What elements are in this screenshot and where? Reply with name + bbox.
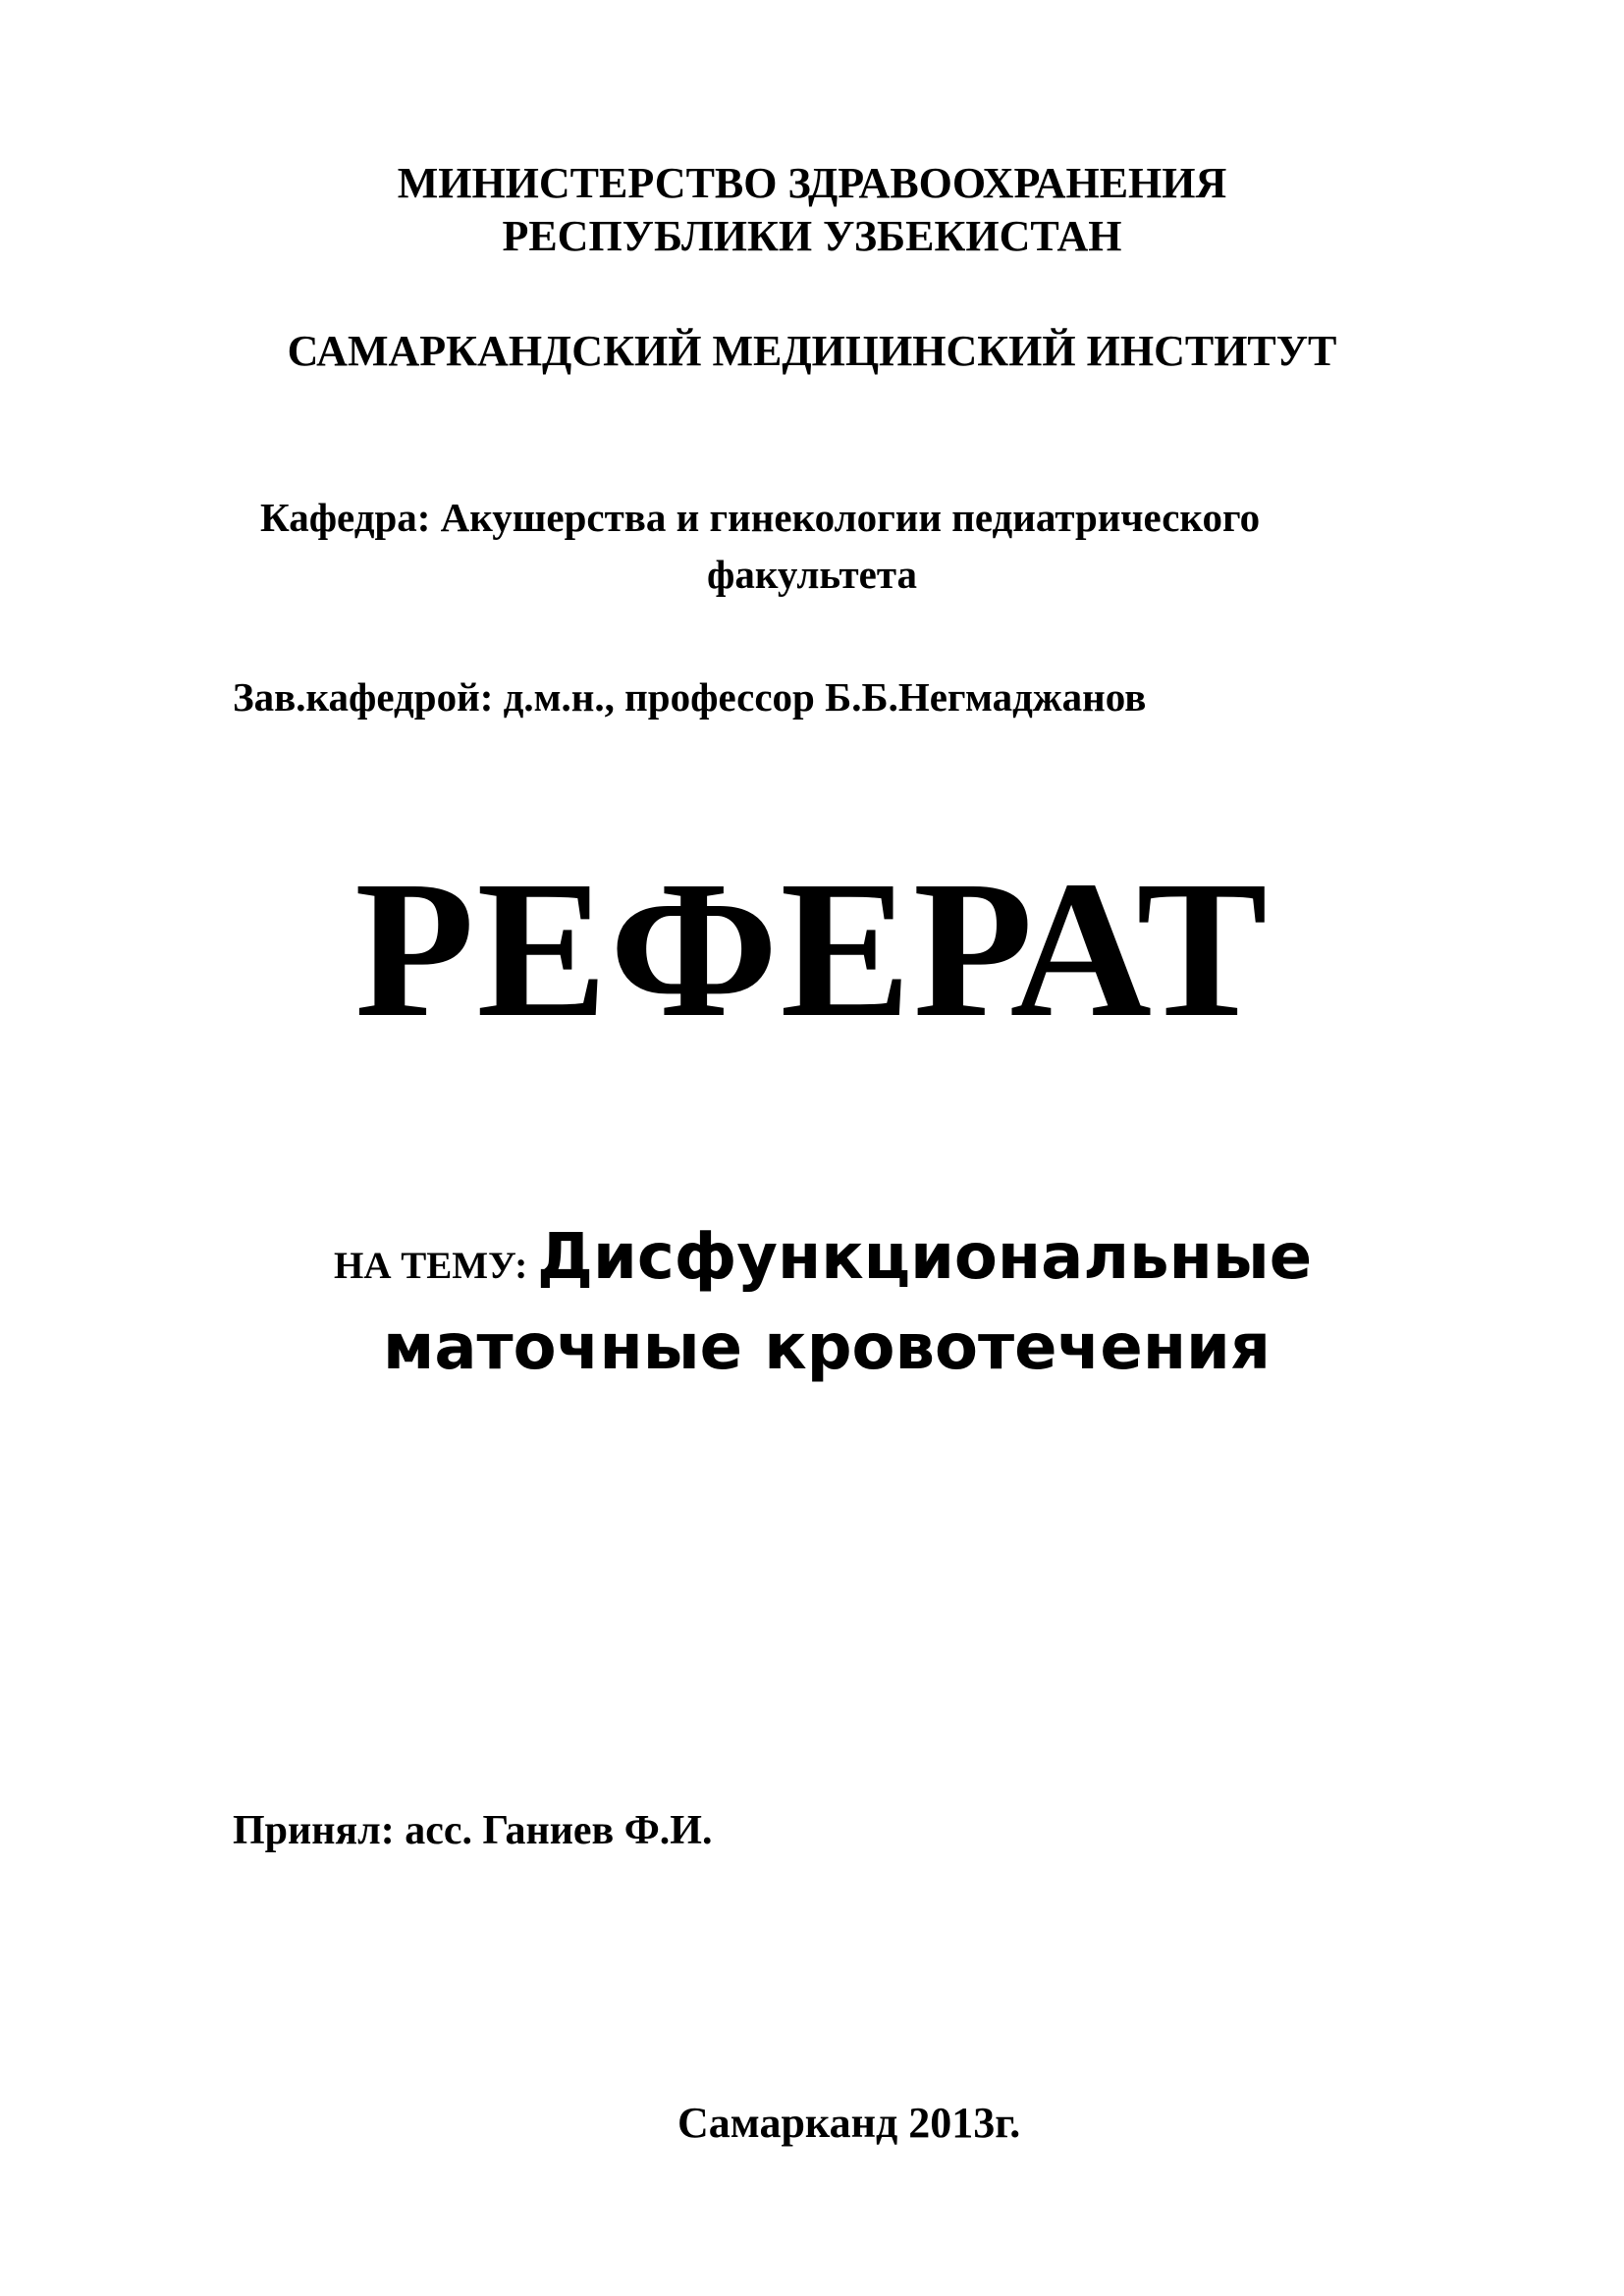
accepted-by: Принял: асс. Ганиев Ф.И. [233, 1808, 713, 1853]
city-year: Самарканд 2013г. [677, 2099, 1021, 2147]
topic-title-part-2: маточные кровотечения [383, 1311, 1271, 1384]
institute-name: САМАРКАНДСКИЙ МЕДИЦИНСКИЙ ИНСТИТУТ [287, 327, 1337, 375]
topic-line-1 [334, 1221, 1312, 1294]
ministry-line-1: МИНИСТЕРСТВО ЗДРАВООХРАНЕНИЯ [397, 159, 1227, 207]
department-line-2: факультета [707, 552, 917, 597]
topic-line-2 [0, 1311, 1624, 1384]
department-head: Зав.кафедрой: д.м.н., профессор Б.Б.Негмаджанов [233, 674, 1147, 720]
topic-title-part-1: Дисфункциональные [536, 1221, 1313, 1294]
topic-prefix: НА ТЕМУ: [334, 1245, 537, 1287]
document-title: РЕФЕРАТ [354, 841, 1270, 1058]
department-line-1: Кафедра: Акушерства и гинекологии педиатрического [260, 495, 1261, 540]
ministry-line-2: РЕСПУБЛИКИ УЗБЕКИСТАН [502, 212, 1122, 260]
